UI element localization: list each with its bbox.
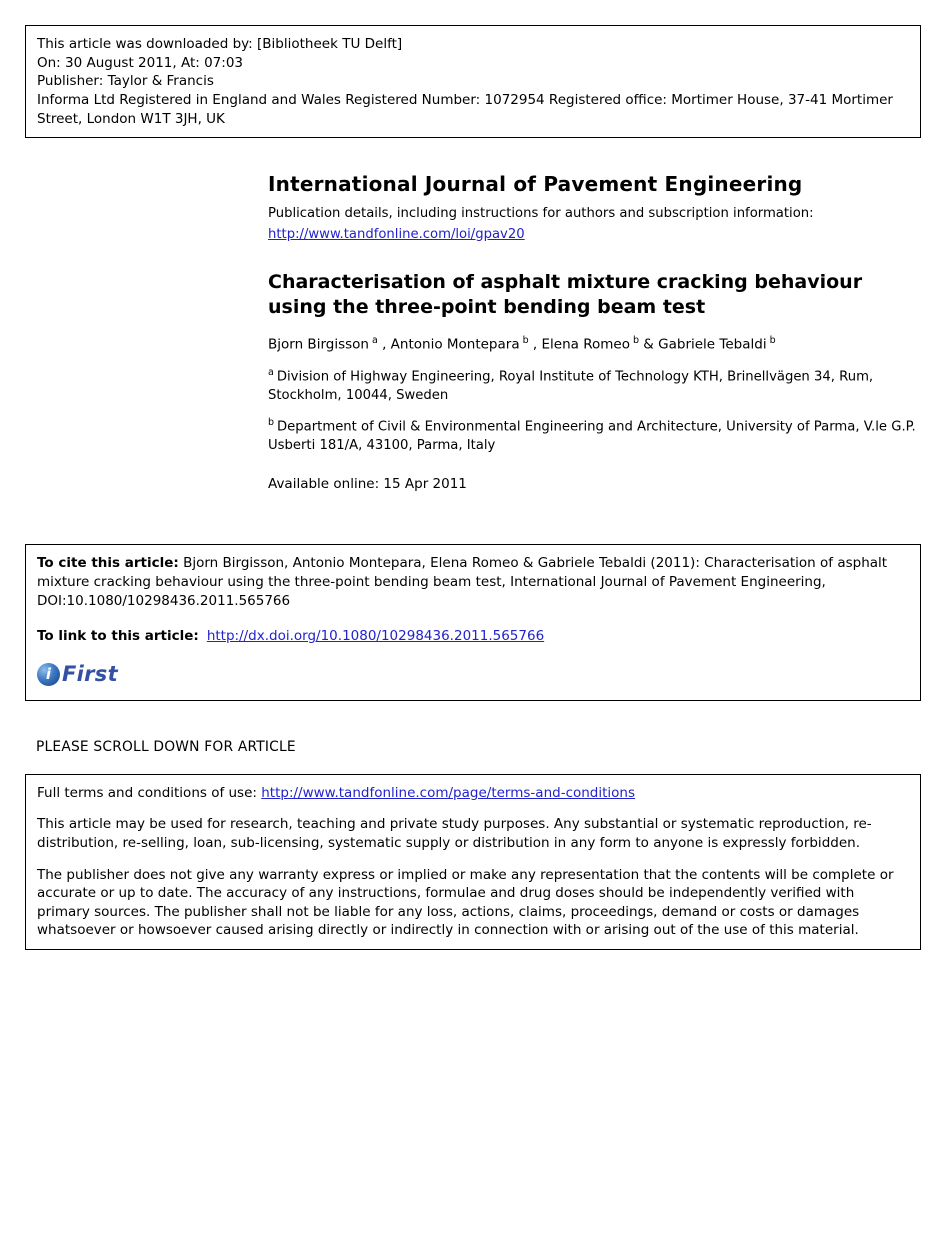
author-separator: & xyxy=(639,336,659,353)
journal-url-link[interactable]: http://www.tandfonline.com/loi/gpav20 xyxy=(268,226,525,242)
ifirst-logo xyxy=(37,660,909,689)
terms-label: Full terms and conditions of use: xyxy=(37,784,262,801)
article-title: Characterisation of asphalt mixture cracking behaviour using the three-point bending beam test xyxy=(268,271,863,319)
author-name: Bjorn Birgisson xyxy=(268,336,369,353)
cite-paragraph xyxy=(37,554,909,610)
publication-details-text: Publication details, including instructions for authors and subscription information: xyxy=(268,206,814,222)
affiliation-b xyxy=(268,416,927,455)
author-superscript: b xyxy=(632,335,640,347)
ifirst-logo-text: First xyxy=(62,661,118,686)
registration-line: Informa Ltd Registered in England and Wales Registered Number: 1072954 Registered office: Mortimer House, 37-41 Mortimer Street, London W1T 3JH, UK xyxy=(37,91,893,127)
author-separator: , xyxy=(528,336,542,353)
affiliation-superscript: b xyxy=(268,417,275,428)
author-name: Elena Romeo xyxy=(541,336,630,353)
publisher-line: Publisher: Taylor & Francis xyxy=(37,73,214,90)
author-separator: , xyxy=(377,336,391,353)
authors-line xyxy=(268,334,927,354)
downloaded-by-line: This article was downloaded by: [Bibliotheek TU Delft] xyxy=(37,36,403,52)
ifirst-logo-icon: i xyxy=(37,663,60,686)
affiliation-text: Division of Highway Engineering, Royal Institute of Technology KTH, Brinellvägen 34, Rum, Stockholm, 10044, Sweden xyxy=(268,369,874,403)
terms-box xyxy=(25,774,921,950)
citation-box xyxy=(25,544,921,700)
download-date-line: On: 30 August 2011, At: 07:03 xyxy=(37,54,244,71)
affiliation-a xyxy=(268,366,927,405)
link-label: To link to this article: xyxy=(37,628,199,645)
author-name: Gabriele Tebaldi xyxy=(658,336,767,353)
author-superscript: b xyxy=(522,335,529,347)
affiliation-superscript: a xyxy=(268,366,274,378)
cite-label: To cite this article: xyxy=(37,555,179,572)
author-name: Antonio Montepara xyxy=(390,336,520,353)
terms-link[interactable]: http://www.tandfonline.com/page/terms-and-conditions xyxy=(261,784,636,801)
available-online-date: Available online: 15 Apr 2011 xyxy=(268,476,467,493)
doi-link[interactable]: http://dx.doi.org/10.1080/10298436.2011.565766 xyxy=(206,628,545,645)
journal-article-header xyxy=(268,170,927,494)
scroll-notice: PLEASE SCROLL DOWN FOR ARTICLE xyxy=(36,738,296,755)
affiliation-text: Department of Civil & Environmental Engineering and Architecture, University of Parma, V.le G.P. Usberti 181/A, 43100, Parma, Italy xyxy=(268,419,916,453)
terms-para-2: The publisher does not give any warranty express or implied or make any representation that the contents will be complete or accurate or up to date. The accuracy of any instructions, formulae and drug doses should be independently verified with primary sources. The publisher shall not be liable for any loss, actions, claims, proceedings, demand or costs or damages whatsoever or howsoever caused arising directly or indirectly in connection with or arising out of the use of this material. xyxy=(37,866,894,939)
journal-title: International Journal of Pavement Engineering xyxy=(268,172,803,197)
cite-text: Bjorn Birgisson, Antonio Montepara, Elena Romeo & Gabriele Tebaldi (2011): Characterisation of asphalt mixture cracking behaviour using the three-point bending beam test, International Journal of Pavement Engineering, DOI:10.1080/10298436.2011.565766 xyxy=(37,555,888,609)
terms-link-line xyxy=(37,784,909,803)
terms-para-1: This article may be used for research, teaching and private study purposes. Any substantial or systematic reproduction, re-distribution, re-selling, loan, sub-licensing, systematic supply or distribution in any form to anyone is expressly forbidden. xyxy=(37,816,872,851)
author-superscript: a xyxy=(371,335,378,347)
download-info-box xyxy=(25,25,921,138)
author-superscript: b xyxy=(769,335,776,347)
doi-link-line xyxy=(37,627,909,646)
